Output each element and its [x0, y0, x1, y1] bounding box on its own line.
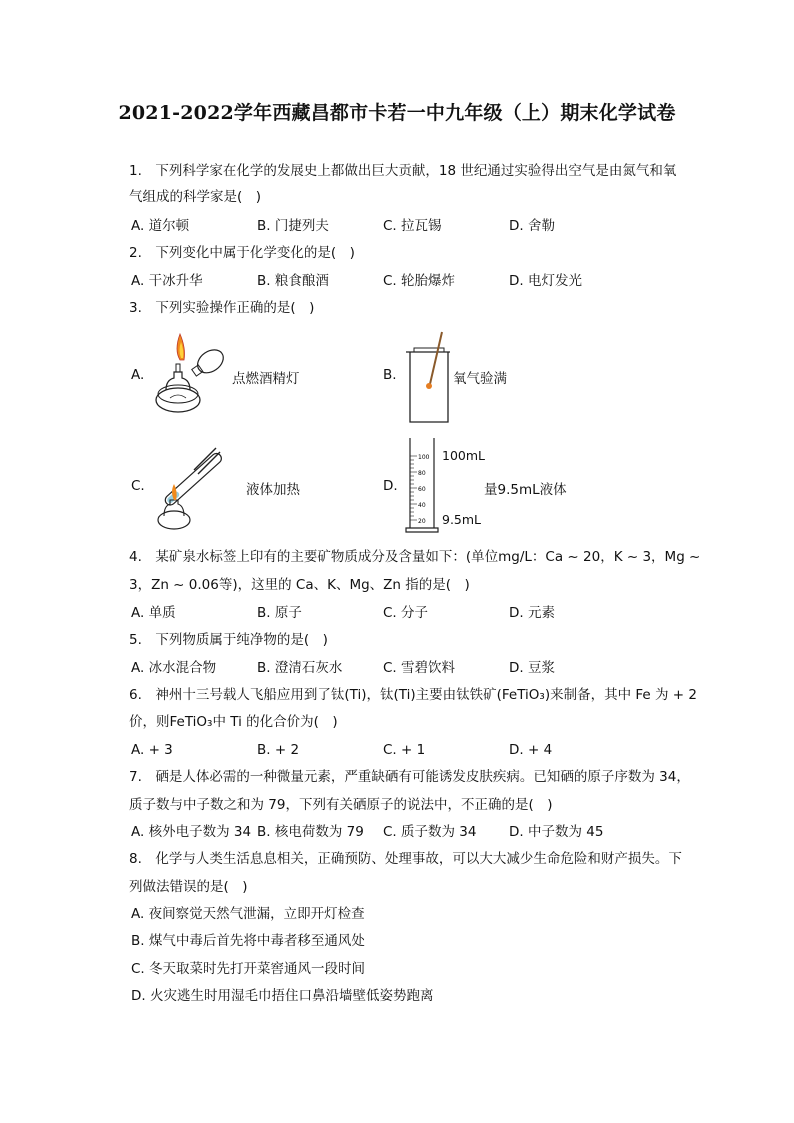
q7-option-b: B. 核电荷数为 79 [257, 824, 364, 840]
q5-option-c: C. 雪碧饮料 [383, 660, 456, 676]
cylinder-tick-60: 60 [418, 486, 426, 493]
oxygen-bottle-test-illustration [404, 330, 454, 424]
q6-option-d: D. + 4 [509, 742, 553, 758]
q7-option-d: D. 中子数为 45 [509, 824, 604, 840]
question-7-line-2: 质子数与中子数之和为 79，下列有关硒原子的说法中，不正确的是( ) [129, 797, 553, 813]
q5-option-a: A. 冰水混合物 [131, 660, 217, 676]
question-3-line-1: 3. 下列实验操作正确的是( ) [129, 300, 315, 316]
heating-liquid-illustration [150, 440, 240, 532]
q4-option-c: C. 分子 [383, 605, 429, 621]
q7-option-c: C. 质子数为 34 [383, 824, 477, 840]
q3-option-c-letter: C. [131, 478, 145, 494]
cylinder-tick-40: 40 [418, 502, 426, 509]
q3-option-c-caption: 液体加热 [246, 482, 300, 498]
cylinder-tick-100: 100 [418, 454, 430, 461]
question-1-line-1: 1. 下列科学家在化学的发展史上都做出巨大贡献，18 世纪通过实验得出空气是由氮气和氧 [129, 163, 677, 179]
q6-option-c: C. + 1 [383, 742, 426, 758]
question-5-line-1: 5. 下列物质属于纯净物的是( ) [129, 632, 328, 648]
q1-option-d: D. 舍勒 [509, 218, 555, 234]
q1-option-c: C. 拉瓦锡 [383, 218, 442, 234]
q1-option-b: B. 门捷列夫 [257, 218, 329, 234]
q3-option-b-caption: 氧气验满 [453, 371, 507, 387]
q4-option-d: D. 元素 [509, 605, 555, 621]
question-6-line-2: 价，则FeTiO₃中 Ti 的化合价为( ) [129, 714, 338, 730]
q6-option-a: A. + 3 [131, 742, 173, 758]
q1-option-a: A. 道尔顿 [131, 218, 190, 234]
q5-option-d: D. 豆浆 [509, 660, 555, 676]
q3-option-d-caption: 量9.5mL液体 [484, 482, 567, 498]
q2-option-d: D. 电灯发光 [509, 273, 582, 289]
q3-option-b-letter: B. [383, 367, 397, 383]
q6-option-b: B. + 2 [257, 742, 300, 758]
q8-option-d: D. 火灾逃生时用湿毛巾捂住口鼻沿墙壁低姿势跑离 [131, 988, 434, 1004]
q7-option-a: A. 核外电子数为 34 [131, 824, 252, 840]
q4-option-b: B. 原子 [257, 605, 302, 621]
q2-option-c: C. 轮胎爆炸 [383, 273, 456, 289]
q8-option-c: C. 冬天取菜时先打开菜窖通风一段时间 [131, 961, 366, 977]
cylinder-tick-20: 20 [418, 518, 426, 525]
cylinder-volume-label: 9.5mL [442, 512, 482, 527]
question-6-line-1: 6. 神州十三号载人飞船应用到了钛(Ti)，钛(Ti)主要由钛铁矿(FeTiO₃)来制备，其中 Fe 为 + 2 [129, 687, 697, 703]
q4-option-a: A. 单质 [131, 605, 176, 621]
cylinder-tick-80: 80 [418, 470, 426, 477]
question-1-line-2: 气组成的科学家是( ) [129, 189, 262, 205]
question-7-line-1: 7. 硒是人体必需的一种微量元素，严重缺硒有可能诱发皮肤疾病。已知硒的原子序数为 34， [129, 769, 690, 785]
question-2-line-1: 2. 下列变化中属于化学变化的是( ) [129, 245, 355, 261]
lighting-alcohol-lamp-illustration [150, 328, 232, 418]
question-8-line-1: 8. 化学与人类生活息息相关，正确预防、处理事故，可以大大减少生命危险和财产损失。下 [129, 851, 682, 867]
cylinder-capacity-label: 100mL [442, 448, 485, 463]
graduated-cylinder-illustration [404, 436, 440, 536]
q8-option-a: A. 夜间察觉天然气泄漏，立即开灯检查 [131, 906, 365, 922]
question-4-line-1: 4. 某矿泉水标签上印有的主要矿物质成分及含量如下：(单位mg/L：Ca ~ 20，K ~ 3，Mg ~ [129, 549, 701, 565]
q3-option-d-letter: D. [383, 478, 398, 494]
question-4-line-2: 3，Zn ~ 0.06等)，这里的 Ca、K、Mg、Zn 指的是( ) [129, 577, 470, 593]
q8-option-b: B. 煤气中毒后首先将中毒者移至通风处 [131, 933, 365, 949]
page-title: 2021-2022学年西藏昌都市卡若一中九年级（上）期末化学试卷 [118, 102, 676, 124]
q3-option-a-letter: A. [131, 367, 145, 383]
q3-option-a-caption: 点燃酒精灯 [232, 371, 300, 387]
q2-option-b: B. 粮食酿酒 [257, 273, 329, 289]
q2-option-a: A. 干冰升华 [131, 273, 203, 289]
question-8-line-2: 列做法错误的是( ) [129, 879, 248, 895]
q5-option-b: B. 澄清石灰水 [257, 660, 343, 676]
